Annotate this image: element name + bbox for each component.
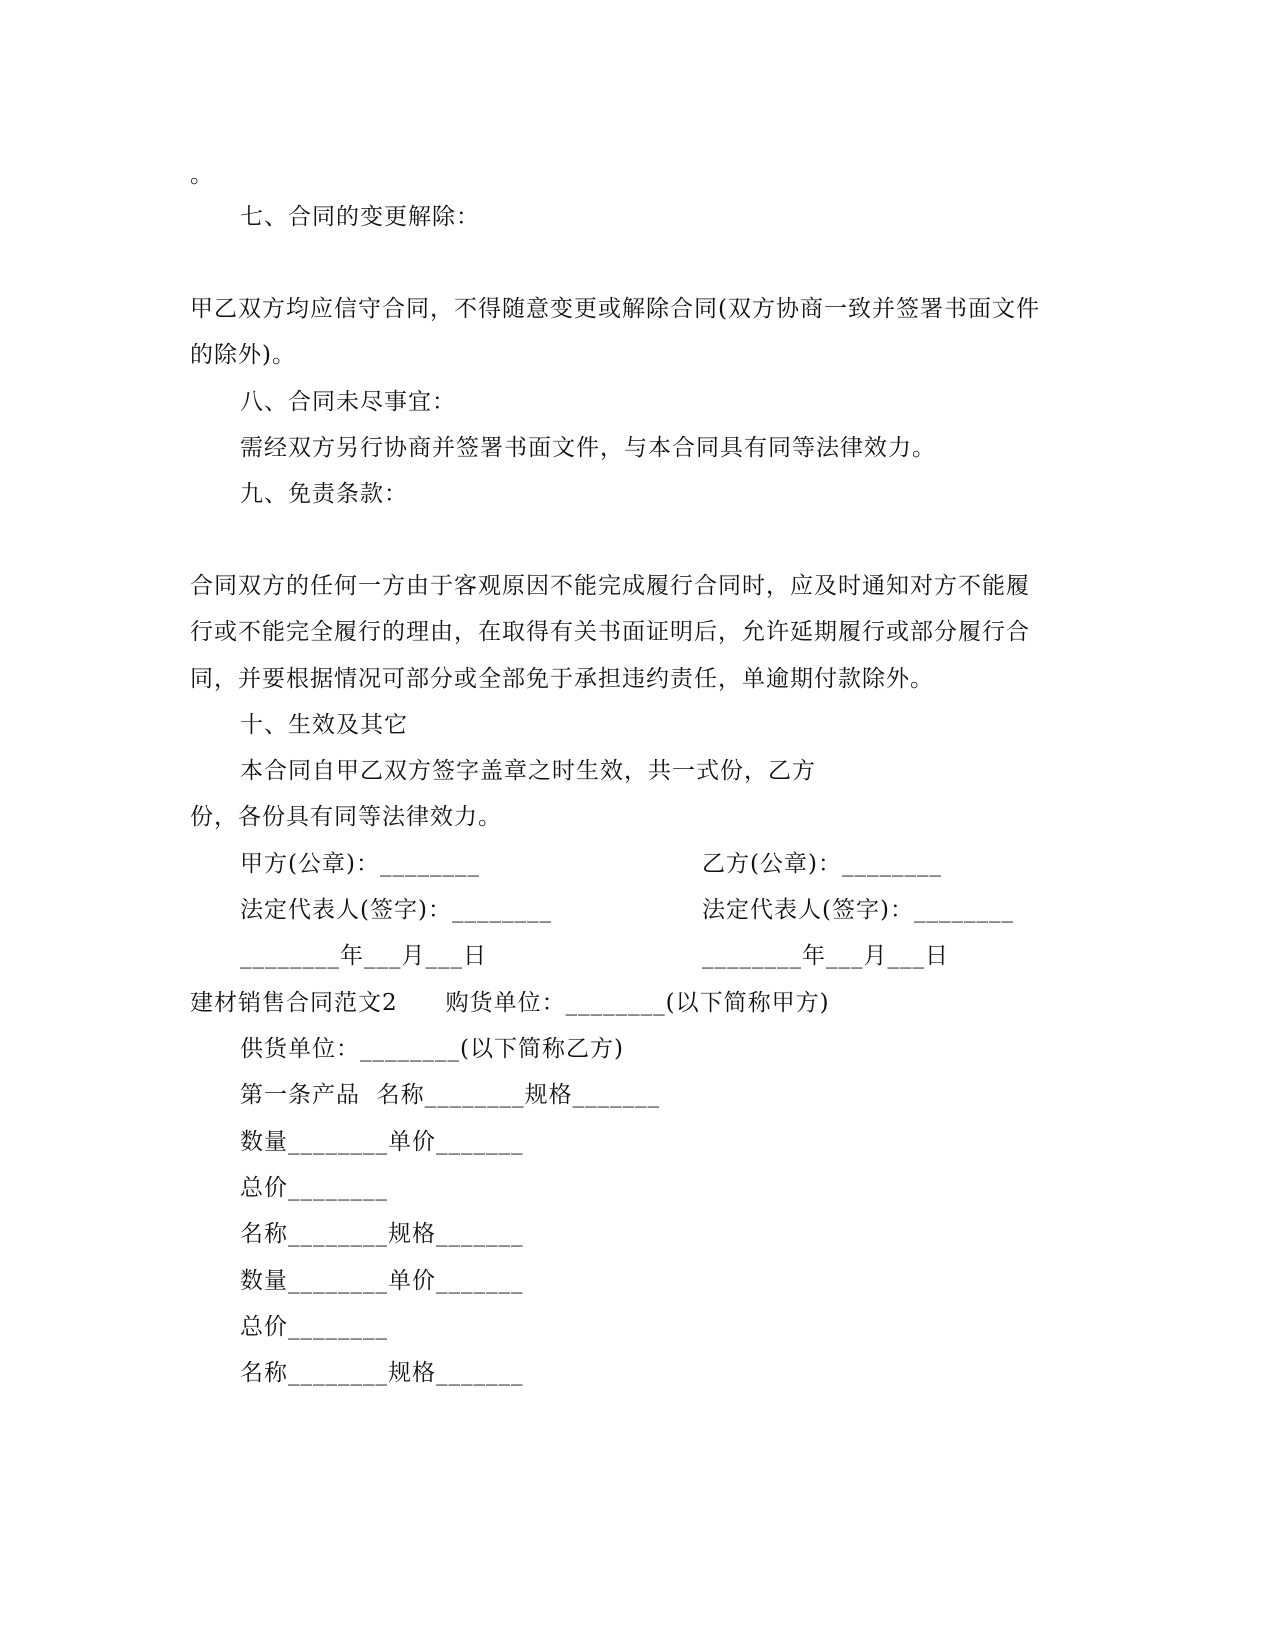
text-line: 甲乙双方均应信守合同，不得随意变更或解除合同(双方协商一致并签署书面文件 xyxy=(190,296,1040,322)
party-a-representative: 法定代表人(签字)：________ xyxy=(240,897,552,923)
party-a-date: ________年___月___日 xyxy=(240,943,487,969)
party-b-seal: 乙方(公章)：________ xyxy=(702,851,942,877)
text-line: 合同双方的任何一方由于客观原因不能完成履行合同时，应及时通知对方不能履 xyxy=(190,573,1030,599)
text-line: 名称________规格_______ xyxy=(240,1221,524,1247)
party-b-representative: 法定代表人(签字)：________ xyxy=(702,897,1014,923)
text-line: 。 xyxy=(190,162,214,188)
text-line: 需经双方另行协商并签署书面文件，与本合同具有同等法律效力。 xyxy=(240,435,936,461)
text-line: 数量________单价_______ xyxy=(240,1129,524,1155)
text-line: 名称________规格_______ xyxy=(240,1360,524,1386)
text-line: 同，并要根据情况可部分或全部免于承担违约责任，单逾期付款除外。 xyxy=(190,666,934,692)
text-line: 第一条产品 名称________规格_______ xyxy=(240,1082,661,1108)
section-heading: 七、合同的变更解除： xyxy=(240,204,480,230)
text-line: 总价________ xyxy=(240,1175,388,1201)
text-line: 行或不能完全履行的理由，在取得有关书面证明后，允许延期履行或部分履行合 xyxy=(190,619,1030,645)
second-contract-title: 建材销售合同范文2 购货单位：________(以下简称甲方) xyxy=(190,990,830,1016)
text-line: 份，各份具有同等法律效力。 xyxy=(190,804,502,830)
section-heading: 十、生效及其它 xyxy=(240,712,408,738)
section-heading: 九、免责条款： xyxy=(240,481,408,507)
section-heading: 八、合同未尽事宜： xyxy=(240,389,456,415)
text-line: 的除外)。 xyxy=(190,342,296,368)
text-line: 供货单位：________(以下简称乙方) xyxy=(240,1036,624,1062)
text-line: 总价________ xyxy=(240,1314,388,1340)
party-b-date: ________年___月___日 xyxy=(702,943,949,969)
party-a-seal: 甲方(公章)：________ xyxy=(240,851,480,877)
text-line: 数量________单价_______ xyxy=(240,1268,524,1294)
text-line: 本合同自甲乙双方签字盖章之时生效，共一式份，乙方 xyxy=(240,758,816,784)
